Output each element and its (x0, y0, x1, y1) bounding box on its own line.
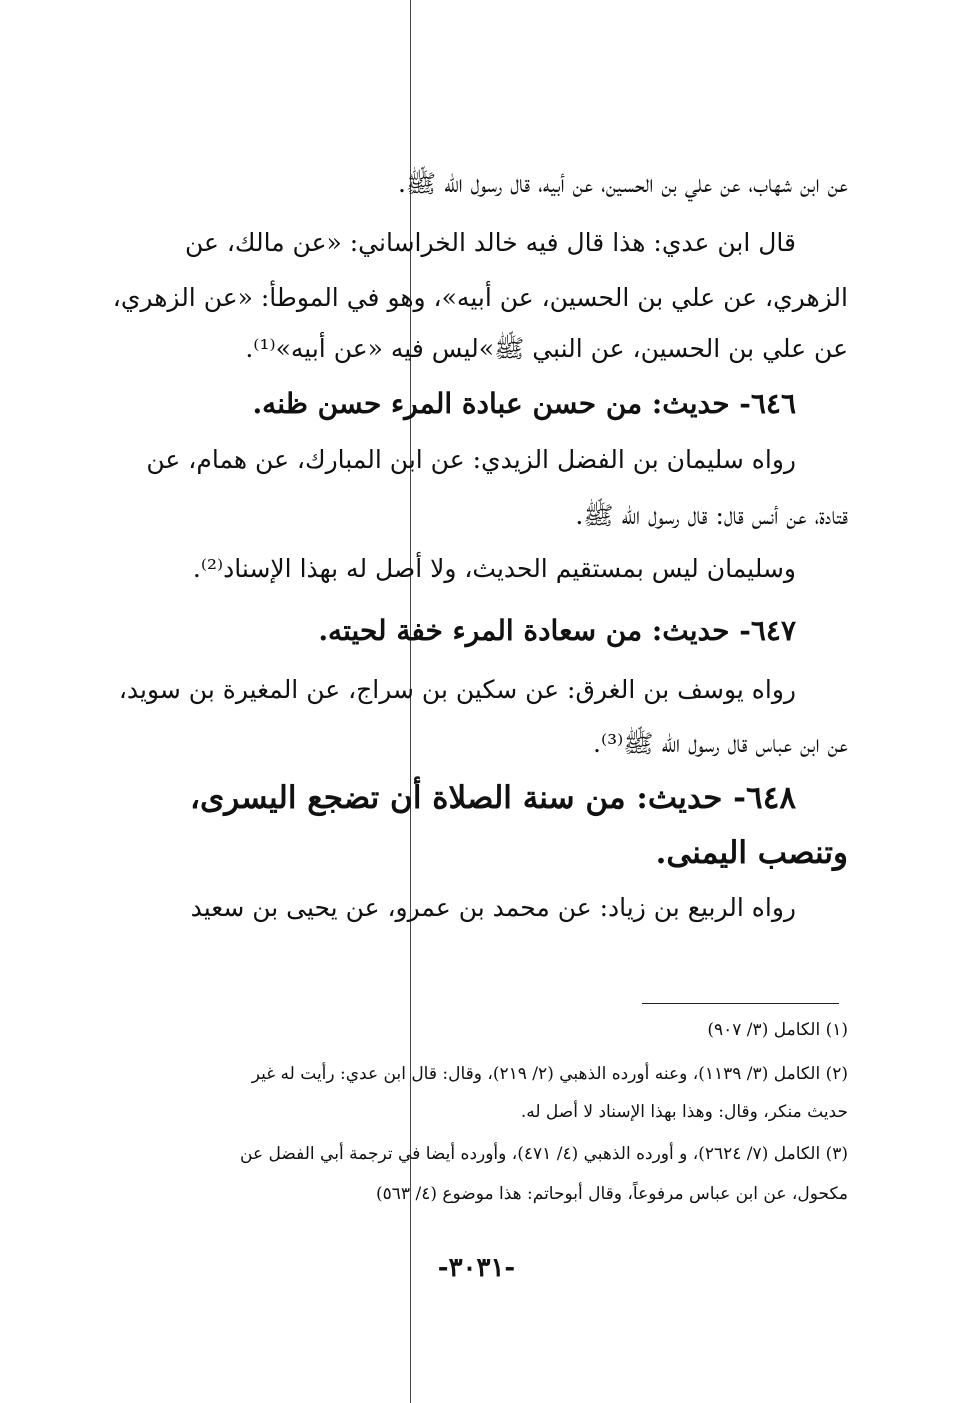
footnote: (٢) الكامل (٣/ ١١٣٩)، وعنه أورده الذهبي (٢/ ٢١٩)، وقال: قال ابن عدي: رأيت له غير (251, 1064, 848, 1084)
hadith-heading-648-cont: وتنصب اليمنى. (655, 835, 848, 871)
footnote: (٣) الكامل (٧/ ٢٦٢٤)، و أورده الذهبي (٤/ ٤٧١)، وأورده أيضا في ترجمة أبي الفضل عن (240, 1144, 848, 1164)
text-line: عن ابن عباس قال رسول الله ﷺ⁽³⁾. (593, 729, 848, 758)
text-line: الزهري، عن علي بن الحسين، عن أبيه»، وهو في الموطأ: «عن الزهري، (112, 283, 848, 312)
text-line: رواه سليمان بن الفضل الزيدي: عن ابن المبارك، عن همام، عن (146, 445, 796, 474)
text-line: قال ابن عدي: هذا قال فيه خالد الخراساني: «عن مالك، عن (184, 228, 796, 257)
hadith-heading-647: ٦٤٧- حديث: من سعادة المرء خفة لحيته. (318, 614, 796, 647)
footnote-cont: مكحول، عن ابن عباس مرفوعاً، وقال أبوحاتم: هذا موضوع (٤/ ٥٦٣) (376, 1184, 848, 1204)
footnote: (١) الكامل (٣/ ٩٠٧) (707, 1020, 848, 1040)
text-line: رواه الربيع بن زياد: عن محمد بن عمرو، عن يحيى بن سعيد (190, 893, 796, 922)
hadith-heading-646: ٦٤٦- حديث: من حسن عبادة المرء حسن ظنه. (252, 387, 796, 420)
text-line: عن علي بن الحسين، عن النبي ﷺ»ليس فيه «عن أبيه»⁽¹⁾. (245, 334, 848, 363)
text-line: قتادة، عن أنس قال: قال رسول الله ﷺ. (575, 501, 848, 530)
hadith-heading-648: ٦٤٨- حديث: من سنة الصلاة أن تضجع اليسرى، (190, 780, 796, 816)
footnote-cont: حديث منكر، وقال: وهذا بهذا الإسناد لا أصل له. (520, 1102, 848, 1122)
page-number: -٣٠٣١- (437, 1253, 516, 1283)
text-line: رواه يوسف بن الغرق: عن سكين بن سراج، عن المغيرة بن سويد، (118, 675, 796, 704)
footnotes (98, 0, 848, 1240)
text-line: وسليمان ليس بمستقيم الحديث، ولا أصل له بهذا الإسناد⁽²⁾. (192, 554, 796, 583)
text-line: عن ابن شهاب، عن علي بن الحسين، عن أبيه، قال رسول الله ﷺ. (397, 169, 848, 198)
